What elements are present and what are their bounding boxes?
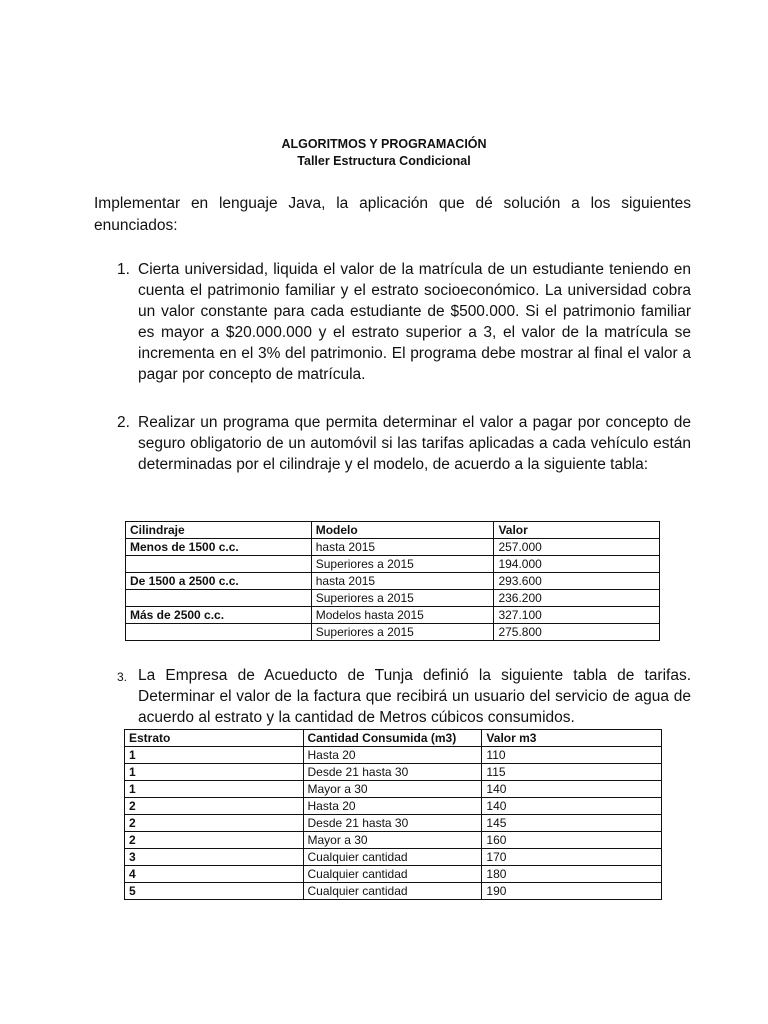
- table-row: [125, 781, 662, 798]
- table-row: [126, 590, 660, 607]
- table-cell: 5: [125, 883, 304, 900]
- table-cell: De 1500 a 2500 c.c.: [126, 573, 312, 590]
- exercise-number: 1.: [117, 261, 130, 278]
- exercise-1: [117, 259, 691, 385]
- column-header: Cantidad Consumida (m3): [303, 730, 482, 747]
- table-header-row: [126, 522, 660, 539]
- table-cell: 1: [125, 764, 304, 781]
- table-cell: 140: [482, 798, 662, 815]
- table-row: [126, 624, 660, 641]
- table-cell: 2: [125, 798, 304, 815]
- table-cell: [126, 556, 312, 573]
- table-row: [125, 883, 662, 900]
- table-row: [125, 747, 662, 764]
- insurance-rates-table: [125, 521, 660, 641]
- column-header: Cilindraje: [126, 522, 312, 539]
- table-cell: 327.100: [494, 607, 660, 624]
- table-row: [125, 866, 662, 883]
- table-cell: 275.800: [494, 624, 660, 641]
- table-cell: [126, 624, 312, 641]
- column-header: Modelo: [311, 522, 494, 539]
- table-cell: 160: [482, 832, 662, 849]
- table-cell: 2: [125, 832, 304, 849]
- table-cell: 140: [482, 781, 662, 798]
- exercise-number: 3.: [117, 670, 128, 684]
- table-cell: 180: [482, 866, 662, 883]
- water-rates-table: [124, 729, 662, 900]
- exercise-3: [117, 665, 691, 728]
- table-row: [126, 556, 660, 573]
- table-cell: 4: [125, 866, 304, 883]
- table-cell: Superiores a 2015: [311, 590, 494, 607]
- table-cell: Menos de 1500 c.c.: [126, 539, 312, 556]
- table-header-row: [125, 730, 662, 747]
- table-row: [125, 849, 662, 866]
- document-subtitle: Taller Estructura Condicional: [297, 154, 471, 168]
- table-cell: 194.000: [494, 556, 660, 573]
- table-row: [125, 764, 662, 781]
- table-cell: 1: [125, 747, 304, 764]
- table-cell: Superiores a 2015: [311, 556, 494, 573]
- table-row: [125, 798, 662, 815]
- table-cell: Hasta 20: [303, 798, 482, 815]
- table-cell: 236.200: [494, 590, 660, 607]
- table-cell: 257.000: [494, 539, 660, 556]
- exercise-number: 2.: [117, 414, 130, 431]
- column-header: Valor m3: [482, 730, 662, 747]
- table-cell: Más de 2500 c.c.: [126, 607, 312, 624]
- document-title: ALGORITMOS Y PROGRAMACIÓN: [281, 137, 487, 151]
- table-row: [126, 607, 660, 624]
- table-cell: 2: [125, 815, 304, 832]
- table-cell: Hasta 20: [303, 747, 482, 764]
- table-cell: Superiores a 2015: [311, 624, 494, 641]
- table-row: [125, 815, 662, 832]
- table-cell: Cualquier cantidad: [303, 849, 482, 866]
- table-cell: 190: [482, 883, 662, 900]
- table-cell: 115: [482, 764, 662, 781]
- table-cell: Desde 21 hasta 30: [303, 815, 482, 832]
- exercise-text: Realizar un programa que permita determinar el valor a pagar por concepto de seguro obligatorio de un automóvil si las tarifas aplicadas a cada vehículo están determinadas por el cilindraje y el modelo, de acuerdo a la siguiente tabla:: [138, 414, 691, 473]
- table-cell: 1: [125, 781, 304, 798]
- exercise-text: Cierta universidad, liquida el valor de la matrícula de un estudiante teniendo en cuenta el patrimonio familiar y el estrato socioeconómico. La universidad cobra un valor constante para cada estudiante de $500.000. Si el patrimonio familiar es mayor a $20.000.000 y el estrato superior a 3, el valor de la matrícula se incrementa en el 3% del patrimonio. El programa debe mostrar al final el valor a pagar por concepto de matrícula.: [138, 261, 691, 383]
- table-cell: 145: [482, 815, 662, 832]
- title-block: [0, 136, 768, 170]
- table-cell: hasta 2015: [311, 573, 494, 590]
- column-header: Valor: [494, 522, 660, 539]
- table-cell: Cualquier cantidad: [303, 866, 482, 883]
- table-row: [125, 832, 662, 849]
- table-cell: Modelos hasta 2015: [311, 607, 494, 624]
- exercise-text: La Empresa de Acueducto de Tunja definió la siguiente tabla de tarifas. Determinar el valor de la factura que recibirá un usuario del servicio de agua de acuerdo al estrato y la cantidad de Metros cúbicos consumidos.: [138, 667, 691, 726]
- table-cell: Mayor a 30: [303, 781, 482, 798]
- table-cell: 3: [125, 849, 304, 866]
- table-cell: Desde 21 hasta 30: [303, 764, 482, 781]
- table-cell: 293.600: [494, 573, 660, 590]
- table-row: [126, 539, 660, 556]
- table-cell: Cualquier cantidad: [303, 883, 482, 900]
- exercise-2: [117, 412, 691, 475]
- intro-paragraph: Implementar en lenguaje Java, la aplicación que dé solución a los siguientes enunciados:: [94, 195, 691, 234]
- table-cell: hasta 2015: [311, 539, 494, 556]
- column-header: Estrato: [125, 730, 304, 747]
- table-cell: [126, 590, 312, 607]
- table-cell: 110: [482, 747, 662, 764]
- table-cell: Mayor a 30: [303, 832, 482, 849]
- table-row: [126, 573, 660, 590]
- table-cell: 170: [482, 849, 662, 866]
